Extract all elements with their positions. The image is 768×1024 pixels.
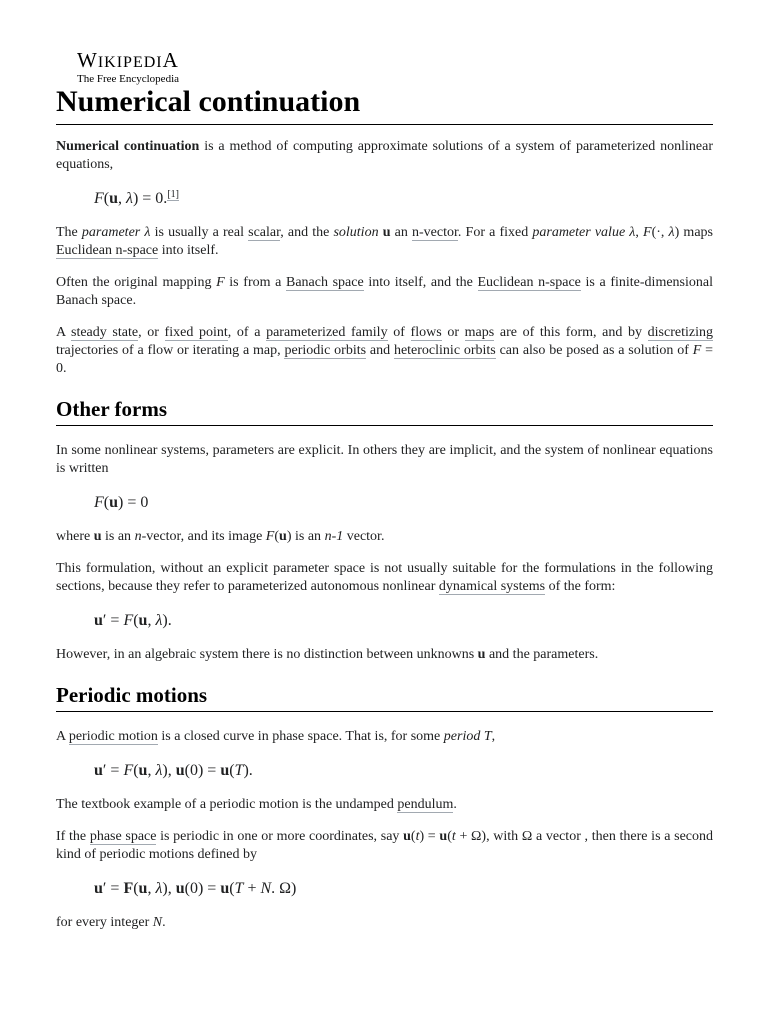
link-steady-state[interactable]: steady state (71, 325, 139, 340)
equation-second-kind: u′ = F(u, λ), u(0) = u(T + N. Ω) (94, 880, 297, 897)
link-flows[interactable]: flows (410, 325, 442, 340)
paragraph-mapping: Often the original mapping F is from a Banach space into itself, and the Euclidean n-space is a finite-dimensional Banach space. (56, 275, 713, 308)
link-pendulum[interactable]: pendulum (397, 797, 454, 812)
equation-implicit: F(u) = 0 (94, 494, 149, 511)
paragraph-implicit: In some nonlinear systems, parameters are explicit. In others they are implicit, and the system of nonlinear equations is written (56, 443, 713, 476)
paragraph-steady-state: A steady state, or fixed point, of a parameterized family of flows or maps are of this form, and by discretizing trajectories of a flow or iterating a map, periodic orbits and heteroclinic orbits can also be posed as a solution of F = 0. (56, 325, 714, 376)
link-banach-space[interactable]: Banach space (285, 275, 364, 290)
paragraph-phase-space: If the phase space is periodic in one or more coordinates, say u(t) = u(t + Ω), with Ω a vector , then there is a second kind of periodic motions defined by (56, 829, 713, 862)
page-title: Numerical continuation (56, 84, 713, 125)
link-parameterized-family[interactable]: parameterized family (266, 325, 388, 340)
intro-paragraph: Numerical continuation is a method of computing approximate solutions of a system of parameterized nonlinear equations, (56, 139, 713, 172)
link-dynamical-systems[interactable]: dynamical systems (438, 579, 546, 594)
logo-wordmark: WIKIPEDIA (77, 48, 179, 72)
link-periodic-orbits[interactable]: periodic orbits (284, 343, 367, 358)
link-heteroclinic-orbits[interactable]: heteroclinic orbits (393, 343, 496, 358)
article-body (56, 138, 713, 946)
link-periodic-motion[interactable]: periodic motion (68, 729, 158, 744)
paragraph-formulation: This formulation, without an explicit parameter space is not usually suitable for the formulations in the following sections, because they refer to parameterized autonomous nonlinear dynamical systems of the form: (56, 561, 713, 594)
paragraph-every-integer: for every integer N. (56, 915, 166, 930)
heading-periodic-motions: Periodic motions (56, 682, 713, 712)
link-fixed-point[interactable]: fixed point (164, 325, 228, 340)
equation-1: F(u, λ) = 0.[1] (94, 188, 179, 207)
equation-periodic: u′ = F(u, λ), u(0) = u(T). (94, 762, 253, 779)
link-phase-space[interactable]: phase space (89, 829, 157, 844)
link-n-vector[interactable]: n-vector (412, 225, 458, 240)
paragraph-parameter: The parameter λ is usually a real scalar, and the solution u an n-vector. For a fixed parameter value λ, F(·, λ) maps Euclidean n-space into itself. (56, 225, 713, 258)
logo-tagline: The Free Encyclopedia (77, 73, 180, 85)
link-euclidean-n-space[interactable]: Euclidean n-space (56, 243, 159, 258)
paragraph-where-u: where u is an n-vector, and its image F(u) is an n-1 vector. (56, 529, 385, 544)
reference-link-1[interactable]: [1] (167, 188, 179, 200)
link-euclidean-n-space-2[interactable]: Euclidean n-space (477, 275, 581, 290)
paragraph-algebraic: However, in an algebraic system there is no distinction between unknowns u and the parameters. (56, 647, 599, 662)
link-maps[interactable]: maps (464, 325, 495, 340)
equation-dynamical: u′ = F(u, λ). (94, 612, 172, 629)
link-discretizing[interactable]: discretizing (647, 325, 713, 340)
heading-other-forms: Other forms (56, 396, 713, 426)
paragraph-pendulum: The textbook example of a periodic motion is the undamped pendulum. (56, 797, 457, 812)
wikipedia-logo[interactable] (77, 50, 179, 85)
paragraph-periodic-motion: A periodic motion is a closed curve in phase space. That is, for some period T, (56, 729, 496, 744)
link-scalar[interactable]: scalar (248, 225, 281, 240)
